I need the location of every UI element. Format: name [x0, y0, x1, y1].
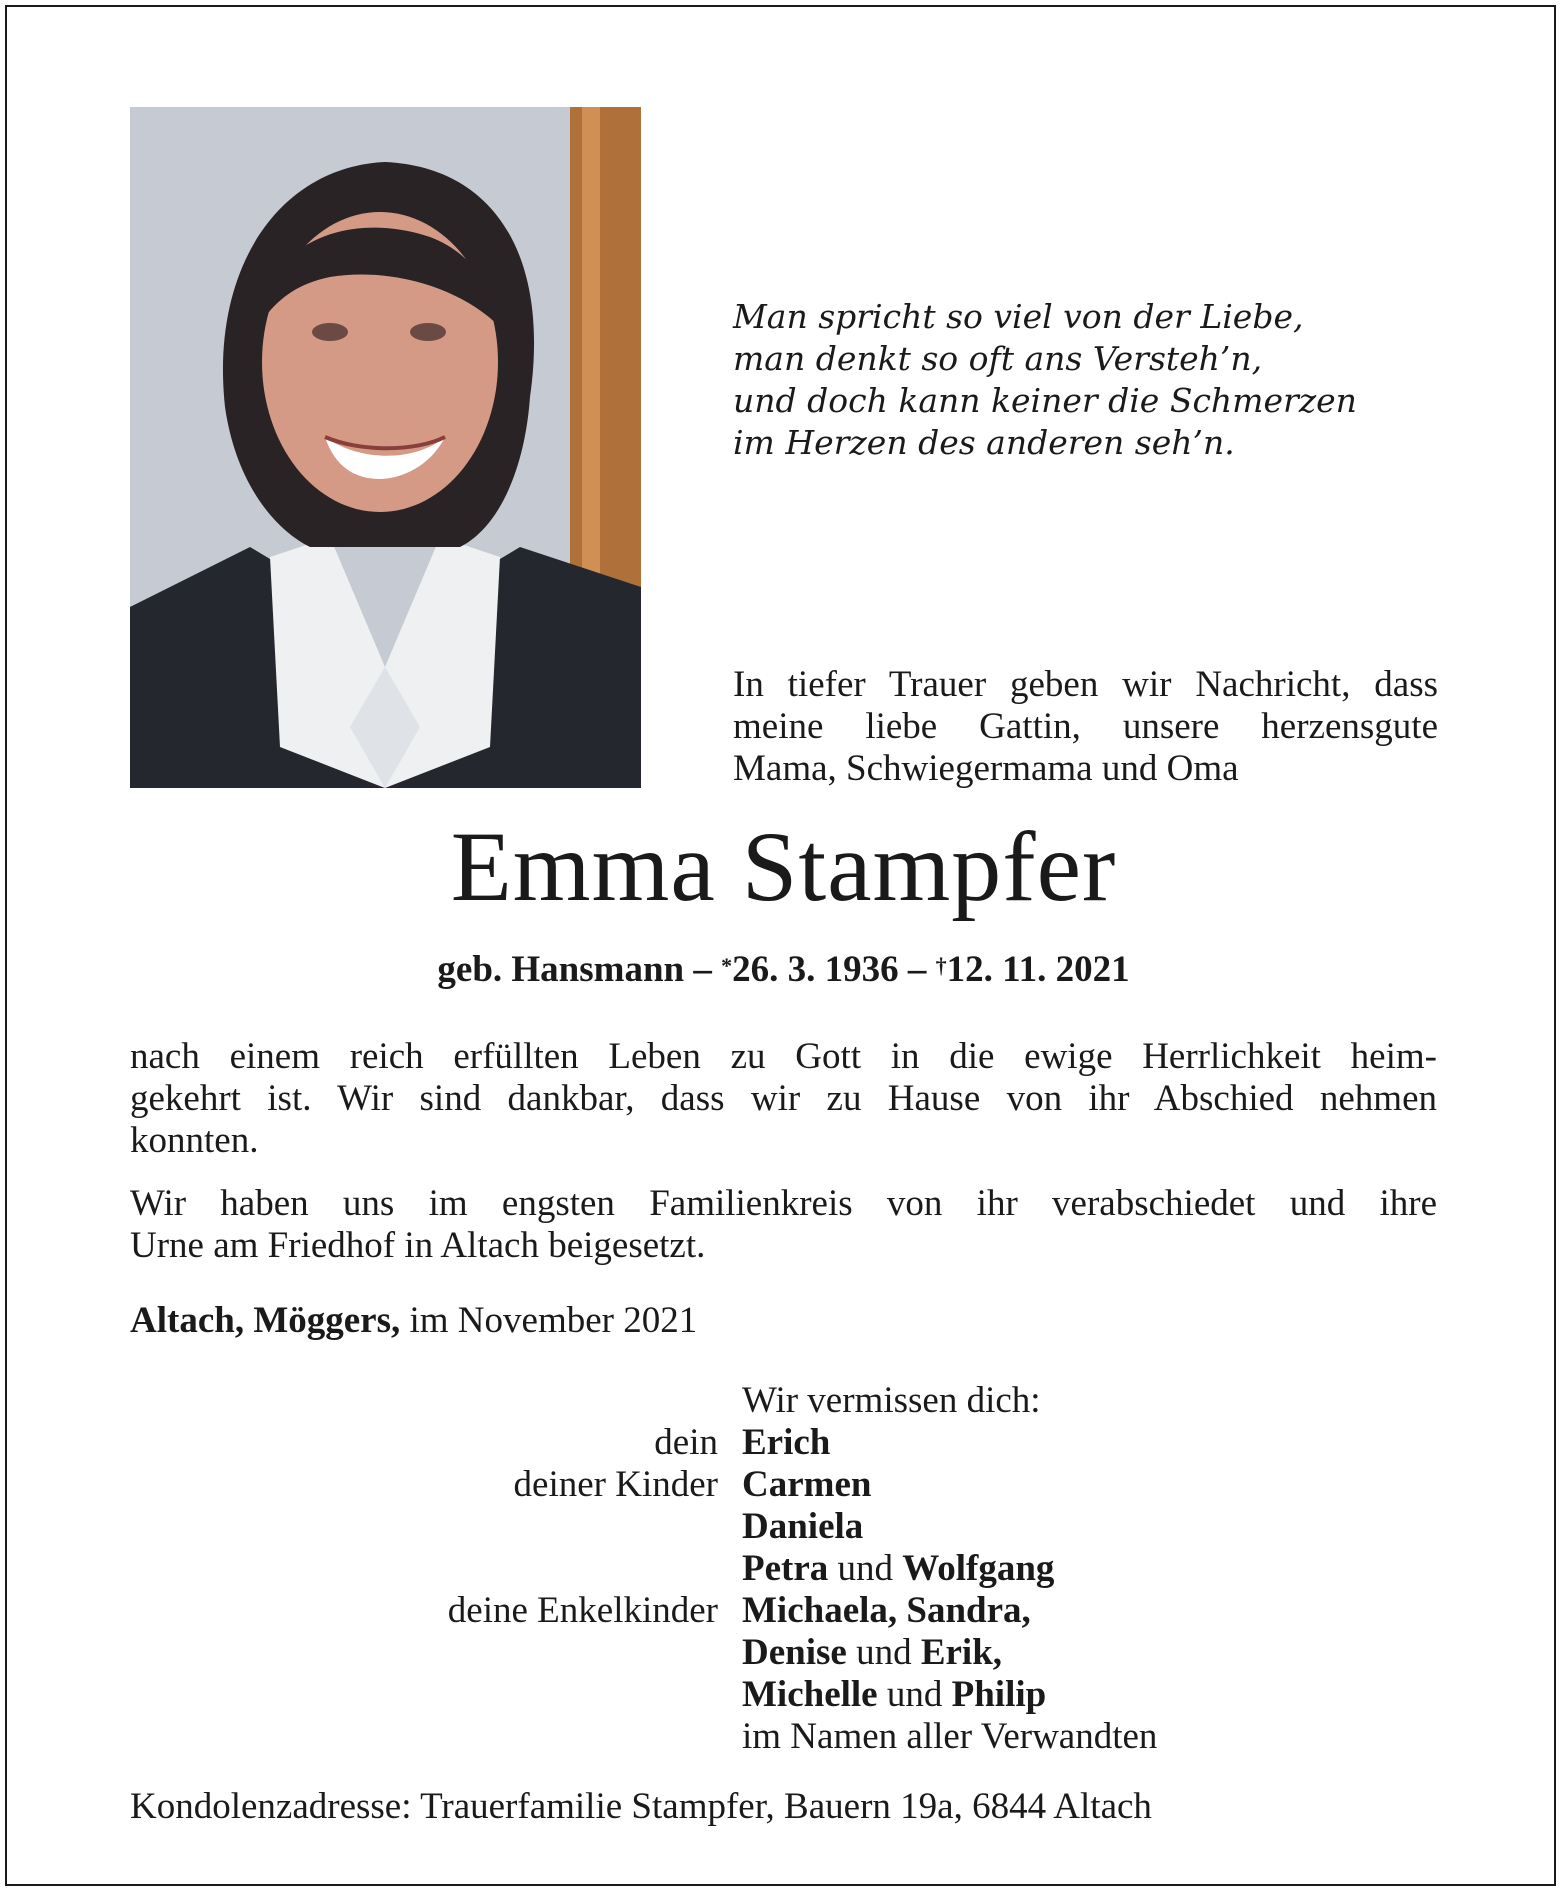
dash: – [907, 949, 927, 990]
signer-relation [130, 1548, 742, 1590]
signer-relation [130, 1674, 742, 1716]
signers-closing-row [130, 1716, 1437, 1758]
poem-line: und doch kann keiner die Schmerzen [733, 381, 1357, 420]
maiden-name: geb. Hansmann [437, 949, 685, 990]
signer-row [130, 1548, 1437, 1590]
signer-name: Philip [951, 1674, 1047, 1715]
portrait-illustration [130, 107, 641, 788]
signer-name: Denise [742, 1632, 847, 1673]
signers-heading-row [130, 1380, 1437, 1422]
signer-row [130, 1632, 1437, 1674]
paragraph-line: Wir haben uns im engsten Familienkreis von ihr verabschiedet und ihre [130, 1183, 1437, 1224]
intro-line: In tiefer Trauer geben wir Nachricht, dass [733, 664, 1438, 705]
paragraph-burial [130, 1183, 1437, 1267]
paragraph-line: konnten. [130, 1120, 259, 1161]
death-symbol: † [935, 953, 947, 978]
date-text: im November 2021 [409, 1300, 698, 1341]
death-date: 12. 11. 2021 [946, 949, 1130, 990]
paragraph-line: nach einem reich erfüllten Leben zu Gott in die ewige Herrlichkeit heim- [130, 1036, 1437, 1077]
signer-relation: dein [654, 1422, 718, 1463]
birth-symbol: * [721, 953, 733, 978]
conjunction: und [837, 1548, 894, 1589]
birth-date: 26. 3. 1936 [732, 949, 899, 990]
poem-line: man denkt so oft ans Versteh’n, [733, 339, 1263, 378]
poem-line: im Herzen des anderen seh’n. [733, 423, 1235, 462]
announcement-intro [733, 664, 1438, 790]
paragraph-passing [130, 1036, 1437, 1162]
signer-row [130, 1464, 1437, 1506]
life-dates [130, 948, 1437, 992]
dash: – [693, 949, 712, 990]
signer-name: Daniela [742, 1506, 864, 1547]
signer-row [130, 1422, 1437, 1464]
intro-line: Mama, Schwiegermama und Oma [733, 748, 1239, 789]
portrait-photo [130, 107, 641, 788]
signer-name: Michaela, Sandra, [742, 1590, 1031, 1631]
signer-name: Carmen [742, 1464, 872, 1505]
place-and-date [130, 1300, 1437, 1342]
paragraph-line: gekehrt ist. Wir sind dankbar, dass wir zu Hause von ihr Abschied nehmen [130, 1078, 1437, 1119]
signer-relation: deine Enkelkinder [447, 1590, 718, 1631]
signer-row [130, 1674, 1437, 1716]
signer-row [130, 1590, 1437, 1632]
signers-heading: Wir vermissen dich: [742, 1380, 1041, 1421]
signer-relation: deiner Kinder [513, 1464, 718, 1505]
signer-name: Petra [742, 1548, 829, 1589]
memorial-poem [733, 296, 1453, 464]
signer-row [130, 1506, 1437, 1548]
signer-relation [130, 1506, 742, 1548]
condolence-address: Kondolenzadresse: Trauerfamilie Stampfer, Bauern 19a, 6844 Altach [130, 1786, 1152, 1827]
deceased-name: Emma Stampfer [450, 811, 1117, 922]
conjunction: und [886, 1674, 943, 1715]
signers-block [130, 1380, 1437, 1758]
paragraph-line: Urne am Friedhof in Altach beigesetzt. [130, 1225, 706, 1266]
conjunction: und [856, 1632, 912, 1673]
signer-name: Erich [742, 1422, 831, 1463]
signers-closing: im Namen aller Verwandten [742, 1716, 1158, 1757]
signer-relation [130, 1632, 742, 1674]
signer-name: Michelle [742, 1674, 878, 1715]
signer-name: Erik, [920, 1632, 1003, 1673]
signer-name: Wolfgang [902, 1548, 1055, 1589]
poem-line: Man spricht so viel von der Liebe, [733, 297, 1304, 336]
intro-line: meine liebe Gattin, unsere herzensgute [733, 706, 1438, 747]
places: Altach, Möggers, [130, 1300, 401, 1341]
